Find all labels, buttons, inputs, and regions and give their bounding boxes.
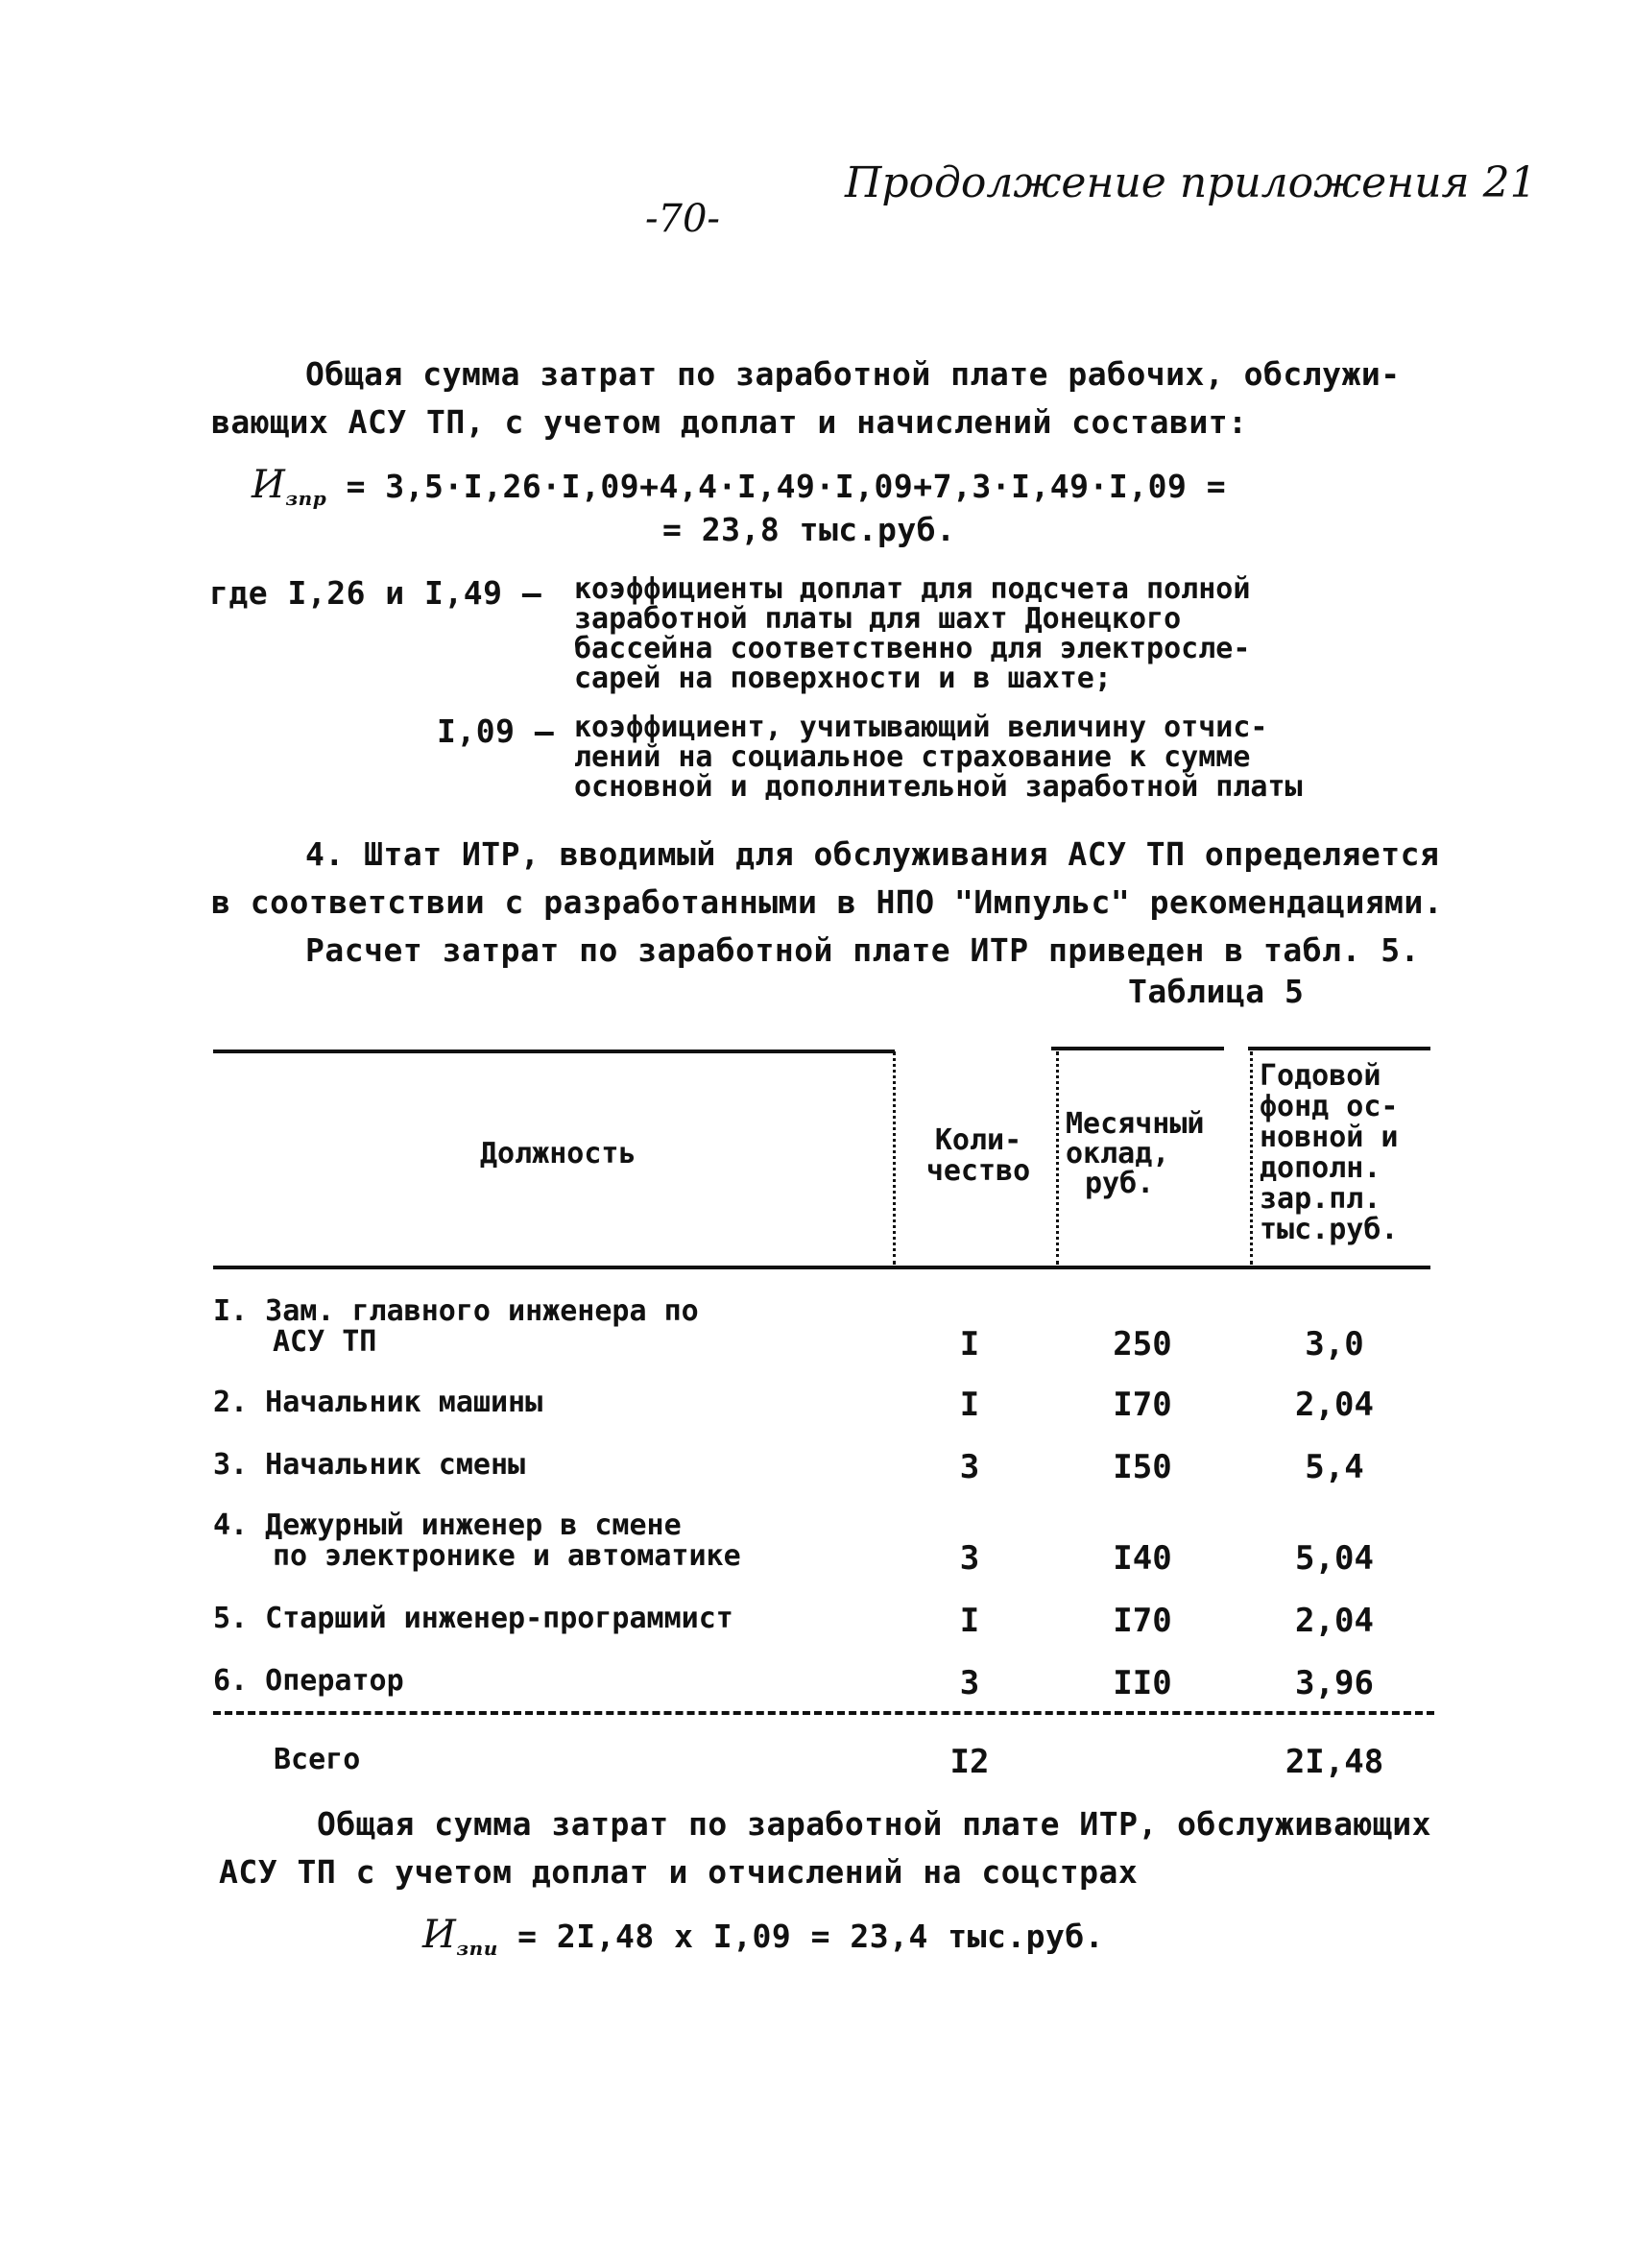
header-salary-line: Месячный <box>1066 1107 1205 1141</box>
intro-line-1: Общая сумма затрат по заработной плате рабочих, обслужи- <box>305 355 1401 393</box>
page-number: -70- <box>645 197 720 241</box>
header-fund <box>1260 1061 1399 1245</box>
row-position: АСУ ТП <box>273 1325 377 1359</box>
column-divider <box>893 1051 896 1265</box>
header-position: Должность <box>480 1137 636 1170</box>
header-quantity-line: Коли- <box>934 1123 1022 1157</box>
row-salary: II0 <box>1113 1664 1172 1702</box>
row-position: 4. Дежурный инженер в смене <box>213 1508 682 1542</box>
formula-2-subscript: зпи <box>456 1937 498 1960</box>
closing-line-2: АСУ ТП с учетом доплат и отчислений на соцстрах <box>219 1853 1139 1891</box>
column-divider <box>1250 1051 1253 1265</box>
annex-note: Продолжение приложения 21 <box>845 158 1537 207</box>
table-row <box>213 1296 699 1358</box>
formula-2-expression: = 2I,48 х I,09 = 23,4 тыс.руб. <box>517 1918 1105 1955</box>
note-2-label: I,09 – <box>437 712 555 750</box>
header-fund-line: зар.пл. <box>1260 1182 1381 1216</box>
row-qty: I <box>959 1602 980 1640</box>
header-salary-line: руб. <box>1085 1167 1155 1200</box>
table-total-rule <box>213 1711 1434 1715</box>
formula-2 <box>422 1913 1104 1960</box>
row-qty: I <box>959 1386 980 1424</box>
row-qty: 3 <box>959 1664 980 1702</box>
formula-1-subscript: зпр <box>285 487 327 510</box>
total-label: Всего <box>274 1743 361 1776</box>
row-qty: 3 <box>959 1448 980 1486</box>
row-salary: 250 <box>1113 1325 1172 1363</box>
header-fund-line: фонд ос- <box>1260 1090 1399 1123</box>
note-1-line: бассейна соответственно для электросле- <box>574 632 1251 665</box>
formula-1-expression: = 3,5·I,26·I,09+4,4·I,49·I,09+7,3·I,49·I,09 = <box>346 468 1227 505</box>
table-caption: Таблица 5 <box>1128 973 1305 1010</box>
note-2-line: коэффициент, учитывающий величину отчис- <box>574 711 1268 744</box>
intro-line-2: вающих АСУ ТП, с учетом доплат и начислений составит: <box>211 403 1248 441</box>
formula-2-symbol: И <box>422 1913 457 1957</box>
formula-1-result: = 23,8 тыс.руб. <box>662 511 956 548</box>
formula-1 <box>252 463 1226 510</box>
row-qty: 3 <box>959 1539 980 1578</box>
row-qty: I <box>959 1325 980 1363</box>
table-row <box>213 1510 741 1572</box>
row-fund: 5,4 <box>1305 1448 1364 1486</box>
row-salary: I50 <box>1113 1448 1172 1486</box>
header-salary <box>1066 1109 1205 1198</box>
row-fund: 3,96 <box>1295 1664 1374 1702</box>
note-1-text <box>574 574 1250 693</box>
header-fund-line: тыс.руб. <box>1260 1213 1399 1246</box>
note-2-line: основной и дополнительной заработной платы <box>574 770 1303 804</box>
note-1-label: где I,26 и I,49 – <box>209 574 542 612</box>
row-fund: 2,04 <box>1295 1386 1374 1424</box>
para-4-line-2: в соответствии с разработанными в НПО "Импульс" рекомендациями. <box>211 883 1444 921</box>
header-fund-line: Годовой <box>1260 1059 1381 1093</box>
row-position: I. Зам. главного инженера по <box>213 1294 699 1328</box>
header-fund-line: дополн. <box>1260 1151 1381 1185</box>
total-qty: I2 <box>949 1743 990 1781</box>
header-quantity-line: чество <box>925 1154 1031 1188</box>
row-fund: 2,04 <box>1295 1602 1374 1640</box>
note-1-line: сарей на поверхности и в шахте; <box>574 662 1112 695</box>
table-row: 6. Оператор <box>213 1664 404 1698</box>
total-fund: 2I,48 <box>1285 1743 1384 1781</box>
column-divider <box>1056 1051 1059 1265</box>
table-header-rule <box>213 1266 1430 1269</box>
row-salary: I40 <box>1113 1539 1172 1578</box>
header-fund-line: новной и <box>1260 1121 1399 1154</box>
table-top-rule <box>213 1050 895 1053</box>
header-quantity <box>916 1125 1041 1187</box>
row-salary: I70 <box>1113 1602 1172 1640</box>
table-row: 5. Старший инженер-программист <box>213 1602 733 1635</box>
header-salary-line: оклад, <box>1066 1137 1170 1170</box>
formula-1-symbol: И <box>252 463 286 507</box>
table-top-rule <box>1248 1047 1430 1050</box>
closing-line-1: Общая сумма затрат по заработной плате ИТР, обслуживающих <box>317 1805 1431 1843</box>
para-4-line-3: Расчет затрат по заработной плате ИТР приведен в табл. 5. <box>305 931 1420 969</box>
row-fund: 5,04 <box>1295 1539 1374 1578</box>
row-salary: I70 <box>1113 1386 1172 1424</box>
para-4-line-1: 4. Штат ИТР, вводимый для обслуживания АСУ ТП определяется <box>305 835 1440 873</box>
note-1-line: заработной платы для шахт Донецкого <box>574 602 1182 636</box>
note-2-text <box>574 712 1303 802</box>
note-2-line: лений на социальное страхование к сумме <box>574 740 1251 774</box>
note-1-line: коэффициенты доплат для подсчета полной <box>574 572 1251 606</box>
table-row: 3. Начальник смены <box>213 1448 526 1482</box>
table-row: 2. Начальник машины <box>213 1386 543 1419</box>
table-top-rule <box>1051 1047 1224 1050</box>
row-fund: 3,0 <box>1305 1325 1364 1363</box>
row-position: по электронике и автоматике <box>273 1539 741 1573</box>
